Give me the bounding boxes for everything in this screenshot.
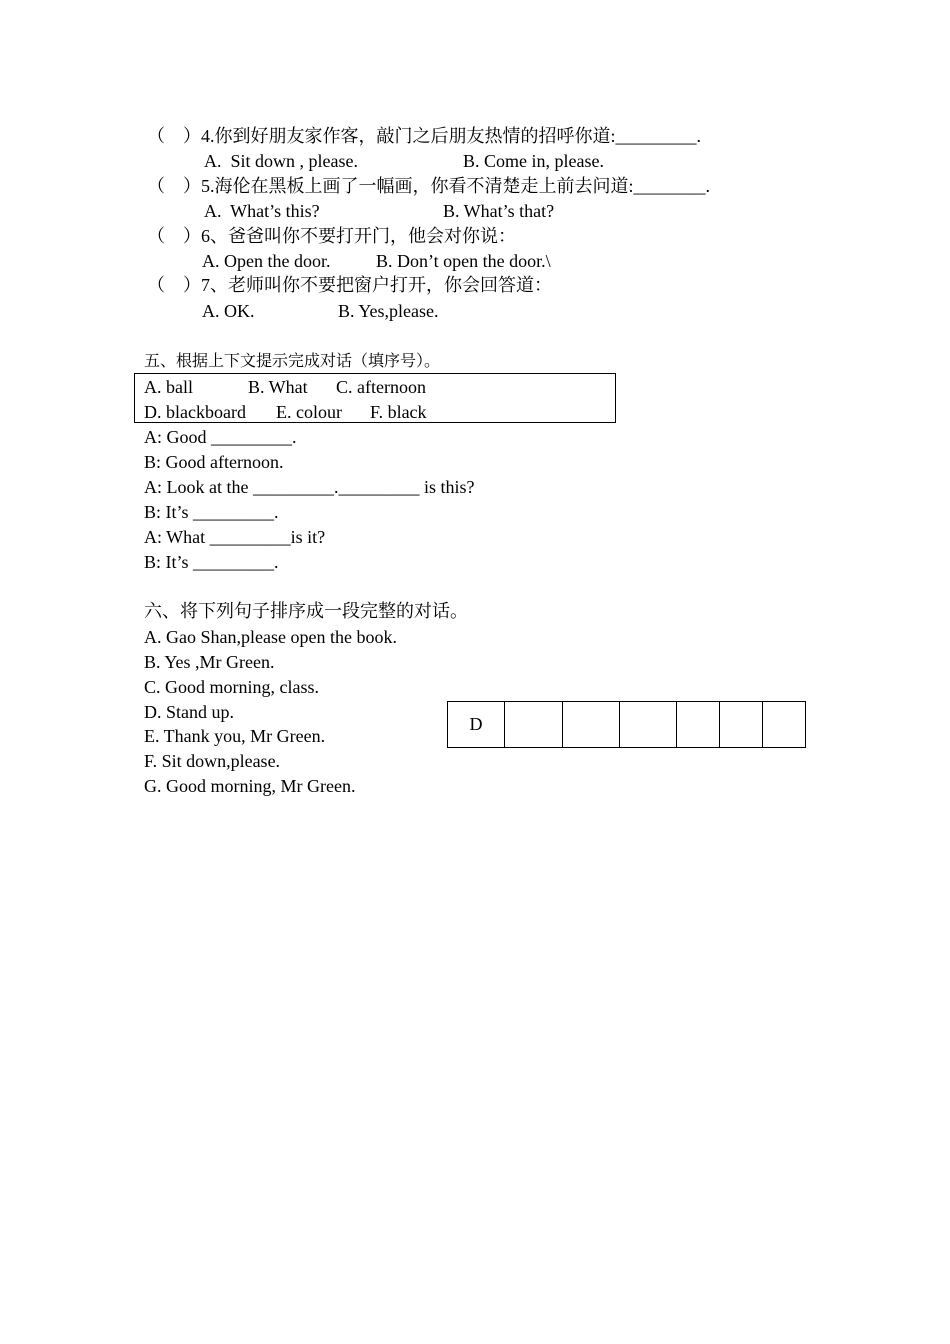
answer-cell-5[interactable] bbox=[677, 702, 720, 748]
dialogue-line: A: What _________is it? bbox=[144, 527, 326, 547]
dialogue-line: B: It’s _________. bbox=[144, 552, 279, 572]
question-7-option-a: A. OK. bbox=[202, 301, 255, 321]
answer-cell-2[interactable] bbox=[505, 702, 563, 748]
sentence-item: F. Sit down,please. bbox=[144, 751, 281, 771]
word-box-item-d: D. blackboard bbox=[144, 402, 246, 422]
sentence-item: E. Thank you, Mr Green. bbox=[144, 726, 326, 746]
answer-order-table bbox=[447, 701, 806, 748]
section-6-title: 六、将下列句子排序成一段完整的对话。 bbox=[144, 601, 468, 621]
sentence-item: B. Yes ,Mr Green. bbox=[144, 652, 275, 672]
dialogue-line: B: It’s _________. bbox=[144, 502, 279, 522]
question-7-option-b: B. Yes,please. bbox=[338, 301, 439, 321]
question-5-stem: （ ）5.海伦在黑板上画了一幅画，你看不清楚走上前去问道:________. bbox=[147, 176, 710, 196]
word-box-item-f: F. black bbox=[370, 402, 427, 422]
question-7-stem: （ ）7、老师叫你不要把窗户打开，你会回答道： bbox=[147, 275, 552, 295]
answer-cell-7[interactable] bbox=[763, 702, 806, 748]
sentence-item: C. Good morning, class. bbox=[144, 677, 319, 697]
word-box-item-e: E. colour bbox=[276, 402, 342, 422]
sentence-item: A. Gao Shan,please open the book. bbox=[144, 627, 397, 647]
answer-cell-3[interactable] bbox=[563, 702, 620, 748]
question-6-option-b: B. Don’t open the door.\ bbox=[376, 251, 551, 271]
answer-order-row bbox=[448, 702, 806, 748]
question-4-option-a: A. Sit down , please. bbox=[204, 151, 358, 171]
question-6-option-a: A. Open the door. bbox=[202, 251, 331, 271]
answer-cell-6[interactable] bbox=[720, 702, 763, 748]
section-5-title: 五、根据上下文提示完成对话（填序号）。 bbox=[144, 353, 441, 370]
question-5-option-b: B. What’s that? bbox=[443, 201, 555, 221]
word-box-item-a: A. ball bbox=[144, 377, 193, 397]
question-4-stem: （ ）4.你到好朋友家作客，敲门之后朋友热情的招呼你道:_________. bbox=[147, 126, 701, 146]
word-box-item-c: C. afternoon bbox=[336, 377, 426, 397]
question-6-stem: （ ）6、爸爸叫你不要打开门，他会对你说： bbox=[147, 226, 516, 246]
sentence-item: D. Stand up. bbox=[144, 702, 234, 722]
answer-cell-4[interactable] bbox=[620, 702, 677, 748]
word-box-item-b: B. What bbox=[248, 377, 308, 397]
sentence-item: G. Good morning, Mr Green. bbox=[144, 776, 356, 796]
question-4-option-b: B. Come in, please. bbox=[463, 151, 604, 171]
answer-cell-1[interactable]: D bbox=[448, 702, 505, 748]
dialogue-line: A: Good _________. bbox=[144, 427, 297, 447]
question-5-option-a: A. What’s this? bbox=[204, 201, 320, 221]
dialogue-line: B: Good afternoon. bbox=[144, 452, 284, 472]
dialogue-line: A: Look at the _________._________ is this? bbox=[144, 477, 475, 497]
